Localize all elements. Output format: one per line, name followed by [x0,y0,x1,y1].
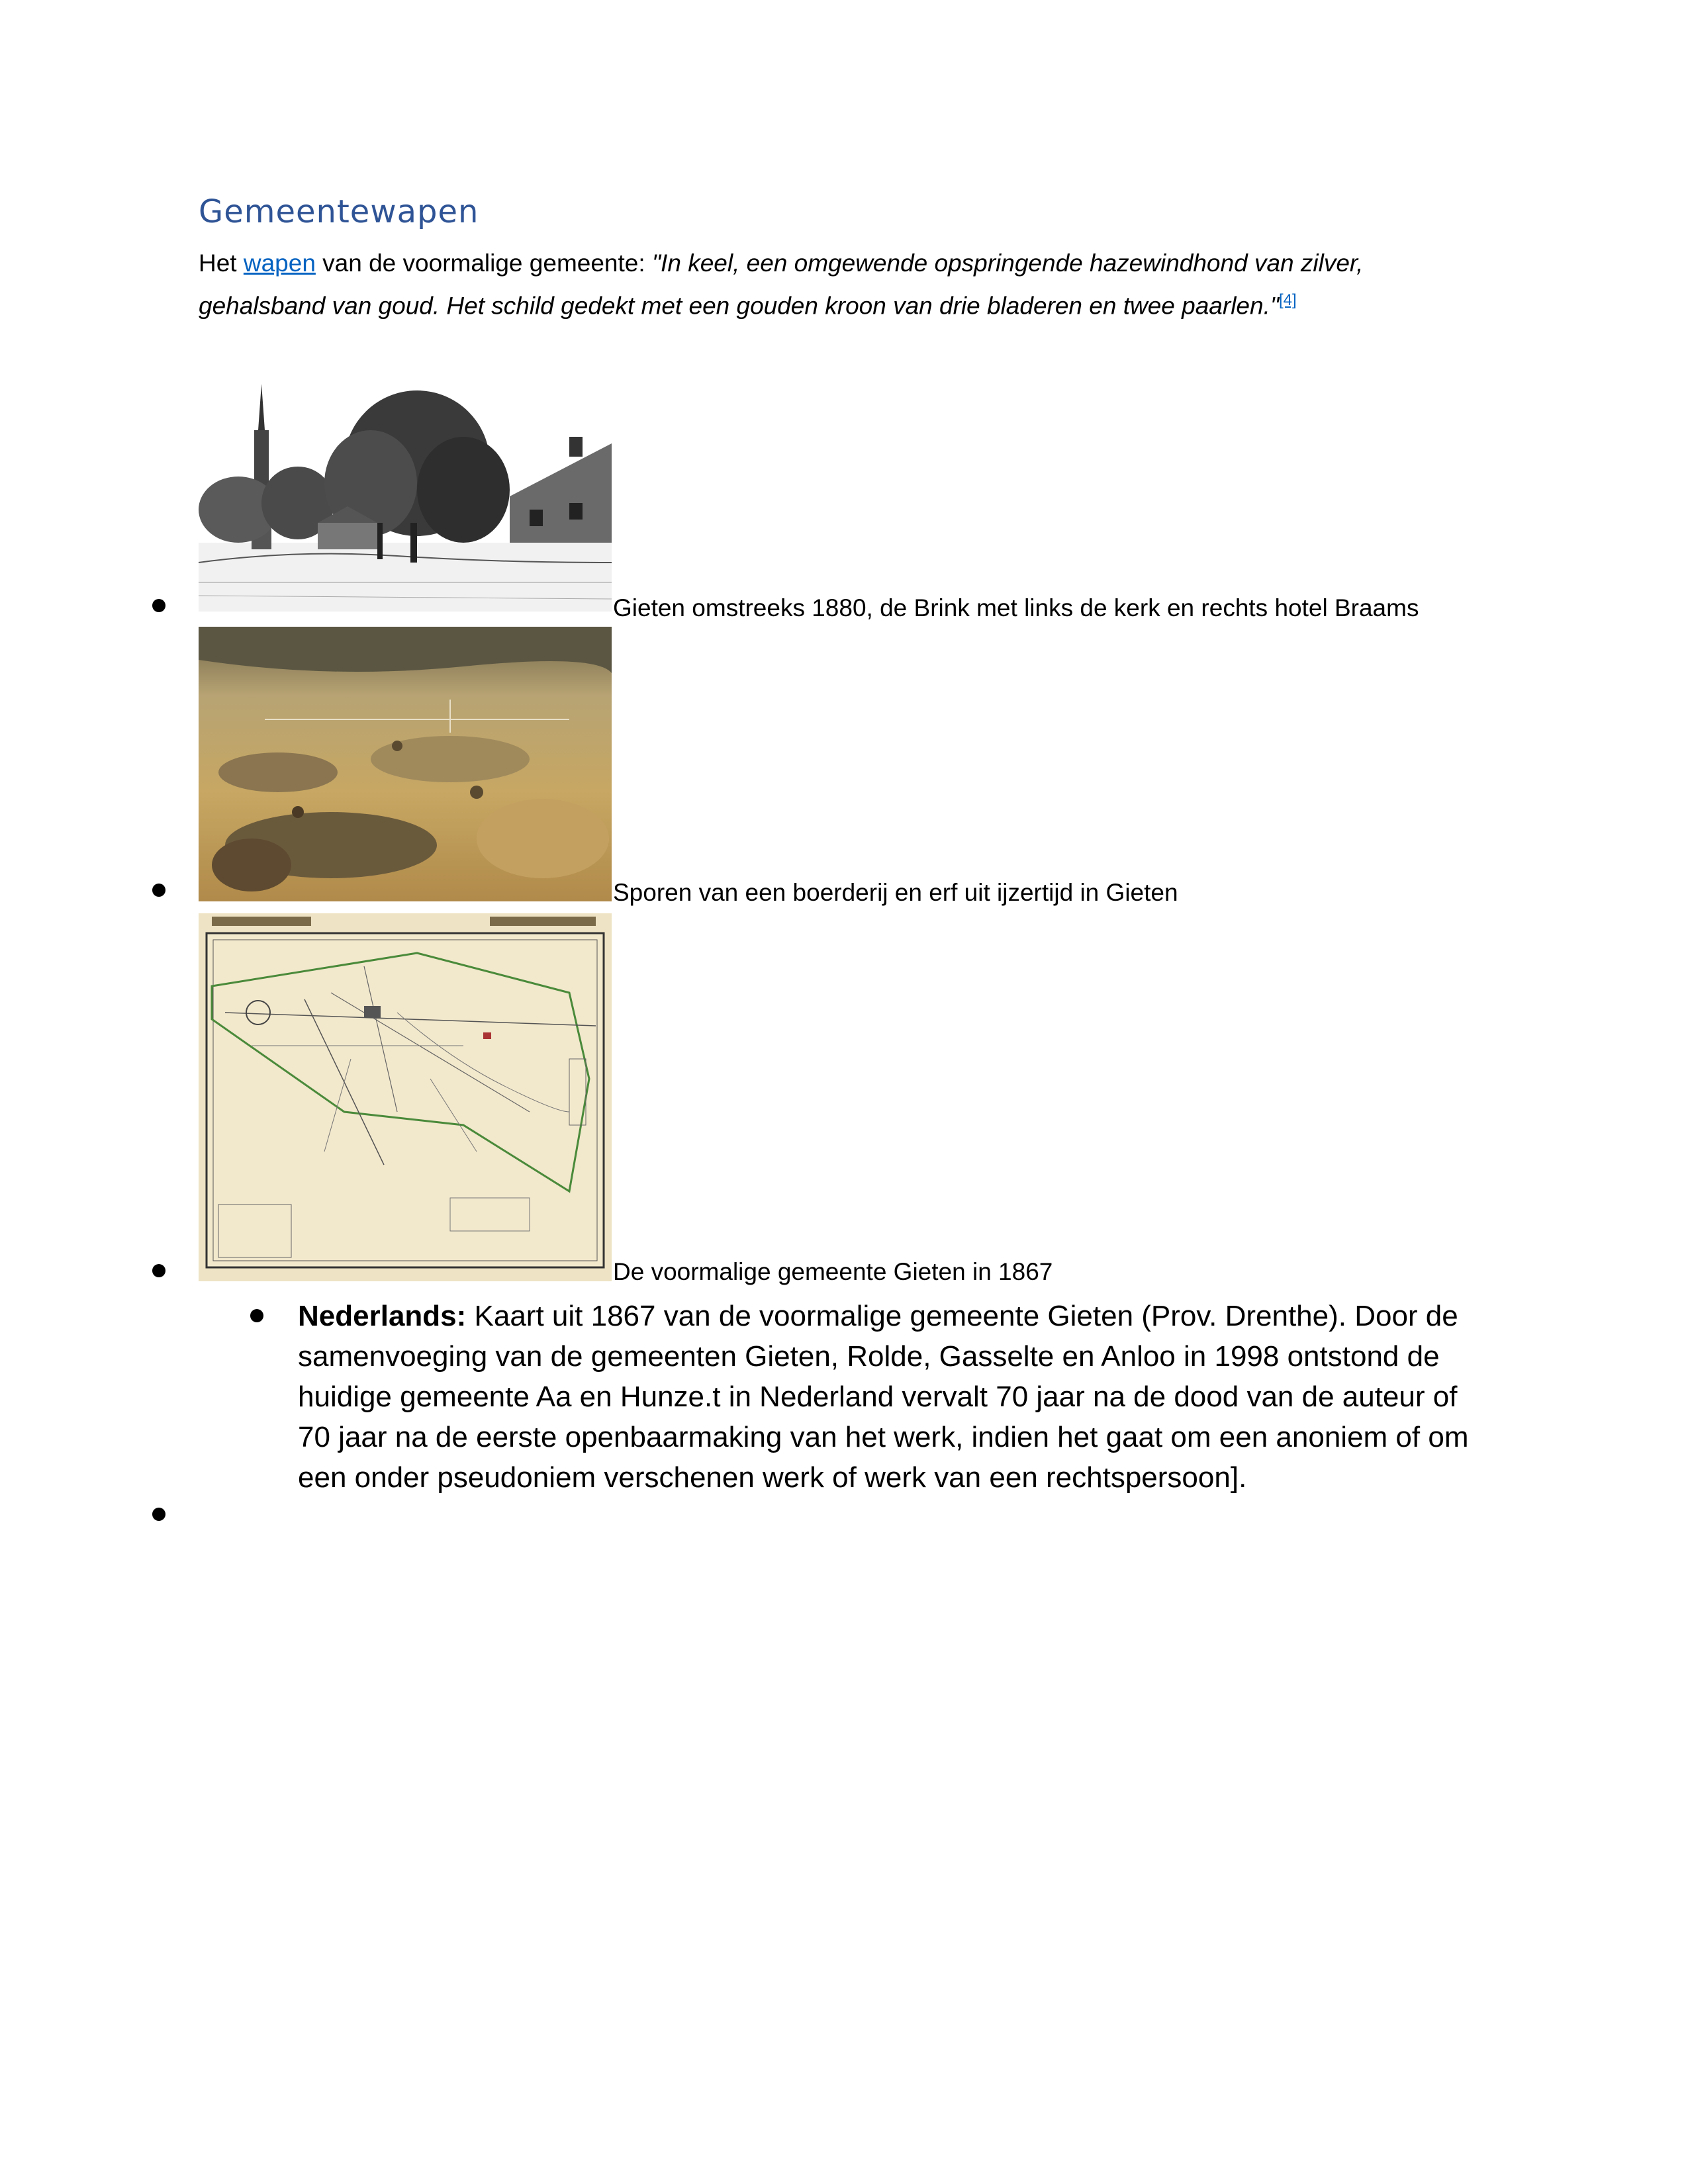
map-description [298,1296,1489,1498]
bullet [152,884,165,897]
gallery-caption: De voormalige gemeente Gieten in 1867 [613,1258,1053,1285]
footnote-ref[interactable] [1279,291,1297,309]
bullet [152,1264,165,1277]
map-description-text: Kaart uit 1867 van de voormalige gemeente Gieten (Prov. Drenthe). Door de samenvoeging van de gemeenten Gieten, Rolde, Gasselte en Anloo in 1998 ontstond de huidige gemeente Aa en Hunze.t in Nederland vervalt 70 jaar na de dood van de auteur of 70 jaar na de eerste openbaarmaking van het werk, indien het gaat om een anoniem of om een onder pseudoniem verschenen werk of werk van een rechtspersoon]. [298,1300,1469,1494]
gallery-caption: Gieten omstreeks 1880, de Brink met links de kerk en rechts hotel Braams [613,594,1419,621]
historic-map-image [199,913,612,1281]
empty-bullet [152,1508,165,1521]
footnote-link[interactable]: [4] [1279,291,1297,309]
wapen-link[interactable]: wapen [243,250,316,277]
intro-paragraph [199,245,1423,324]
blazon-text: "In keel, een omgewende opspringende hazewindhond van zilver, gehalsband van goud. Het schild gedekt met een gouden kroon van drie bladeren en twee paarlen." [199,250,1364,320]
intro-text-middle: van de voormalige gemeente: [315,250,652,277]
gallery-caption: Sporen van een boerderij en erf uit ijzertijd in Gieten [613,879,1178,906]
language-label: Nederlands: [298,1300,467,1332]
bullet [152,599,165,612]
sub-bullet [250,1309,263,1322]
brink-engraving-image [199,344,612,612]
intro-text-start: Het [199,250,244,277]
excavation-photo [199,627,612,901]
section-heading: Gemeentewapen [199,193,479,230]
